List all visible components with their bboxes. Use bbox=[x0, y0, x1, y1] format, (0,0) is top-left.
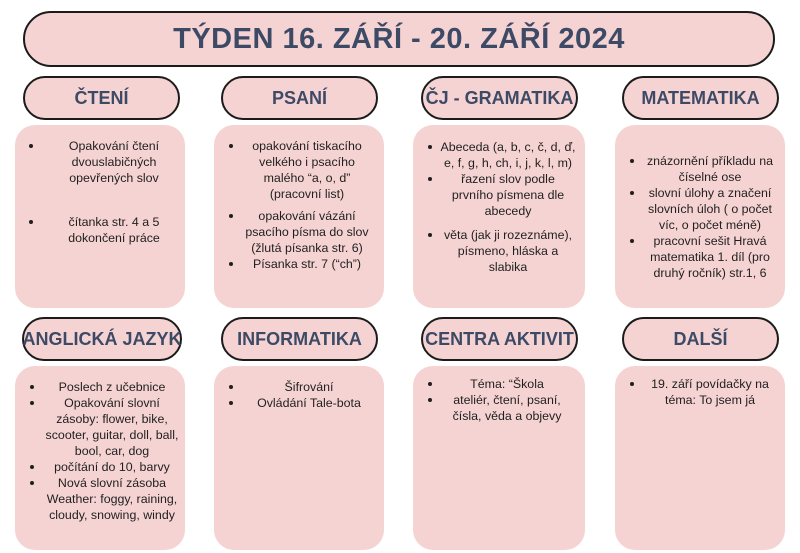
section-heading-matematika: MATEMATIKA bbox=[622, 76, 779, 120]
list-item: ateliér, čtení, psaní, čísla, věda a objevy bbox=[439, 392, 575, 424]
list-matematika bbox=[643, 153, 777, 281]
section-heading-cteni: ČTENÍ bbox=[23, 76, 180, 120]
section-card-matematika bbox=[615, 125, 785, 308]
section-card-cj-gramatika bbox=[413, 125, 585, 308]
week-title: TÝDEN 16. ZÁŘÍ - 20. ZÁŘÍ 2024 bbox=[173, 22, 625, 55]
list-item: 19. září povídačky na téma: To jsem já bbox=[645, 376, 775, 408]
list-cj-gramatika bbox=[439, 139, 577, 275]
list-item: věta (jak ji rozeznáme), písmeno, hláska a slabika bbox=[439, 227, 577, 275]
list-item: čítanka str. 4 a 5 dokončení práce bbox=[55, 214, 173, 246]
list-item: Ovládání Tale-bota bbox=[244, 395, 374, 411]
list-item: Abeceda (a, b, c, č, d, ď, e, f, g, h, ch, i, j, k, l, m) bbox=[440, 140, 576, 170]
section-card-centra-aktivit bbox=[413, 366, 585, 550]
list-item: opakování tiskacího velkého i psacího malého “a, o, d” (pracovní list) bbox=[240, 138, 374, 202]
section-card-dalsi bbox=[615, 366, 785, 550]
section-heading-anglicka-jazyk: ANGLICKÁ JAZYK bbox=[22, 317, 182, 361]
section-card-anglicka-jazyk bbox=[15, 366, 185, 550]
list-item: slovní úlohy a značení slovních úloh ( o počet víc, o počet méně) bbox=[643, 185, 777, 233]
list-item: počítání do 10, barvy bbox=[45, 459, 179, 475]
list-item: řazení slov podle prvního písmena dle abecedy bbox=[439, 171, 577, 219]
list-item: Nová slovní zásoba Weather: foggy, raining, cloudy, snowing, windy bbox=[46, 476, 178, 522]
list-item: Písanka str. 7 (“ch”) bbox=[240, 256, 374, 272]
list-item: pracovní sešit Hravá matematika 1. díl (pro druhý ročník) str.1, 6 bbox=[643, 233, 777, 281]
list-item: Šifrování bbox=[244, 379, 374, 395]
section-heading-psani: PSANÍ bbox=[221, 76, 378, 120]
section-heading-cj-gramatika: ČJ - GRAMATIKA bbox=[421, 76, 578, 120]
list-psani bbox=[240, 138, 374, 272]
list-anglicka-jazyk bbox=[45, 379, 179, 523]
section-heading-dalsi: DALŠÍ bbox=[622, 317, 779, 361]
list-cteni bbox=[55, 138, 173, 246]
section-heading-centra-aktivit: CENTRA AKTIVIT bbox=[421, 317, 578, 361]
week-title-banner bbox=[23, 11, 775, 67]
list-item: Téma: “Škola bbox=[439, 376, 575, 392]
list-item: Opakování čtení dvouslabičných opevřených slov bbox=[55, 138, 173, 186]
list-item: Opakování slovní zásoby: flower, bike, scooter, guitar, doll, ball, bool, car, dog bbox=[45, 396, 179, 458]
section-card-cteni bbox=[15, 125, 185, 308]
section-card-psani bbox=[214, 125, 384, 308]
list-item: opakování vázání psacího písma do slov (žlutá písanka str. 6) bbox=[240, 208, 374, 256]
list-informatika bbox=[244, 379, 374, 411]
list-item: Poslech z učebnice bbox=[45, 379, 179, 395]
list-dalsi bbox=[645, 376, 775, 408]
list-centra-aktivit bbox=[439, 376, 575, 424]
list-item: znázornění příkladu na číselné ose bbox=[643, 153, 777, 185]
section-heading-informatika: INFORMATIKA bbox=[221, 317, 378, 361]
section-card-informatika bbox=[214, 366, 384, 550]
